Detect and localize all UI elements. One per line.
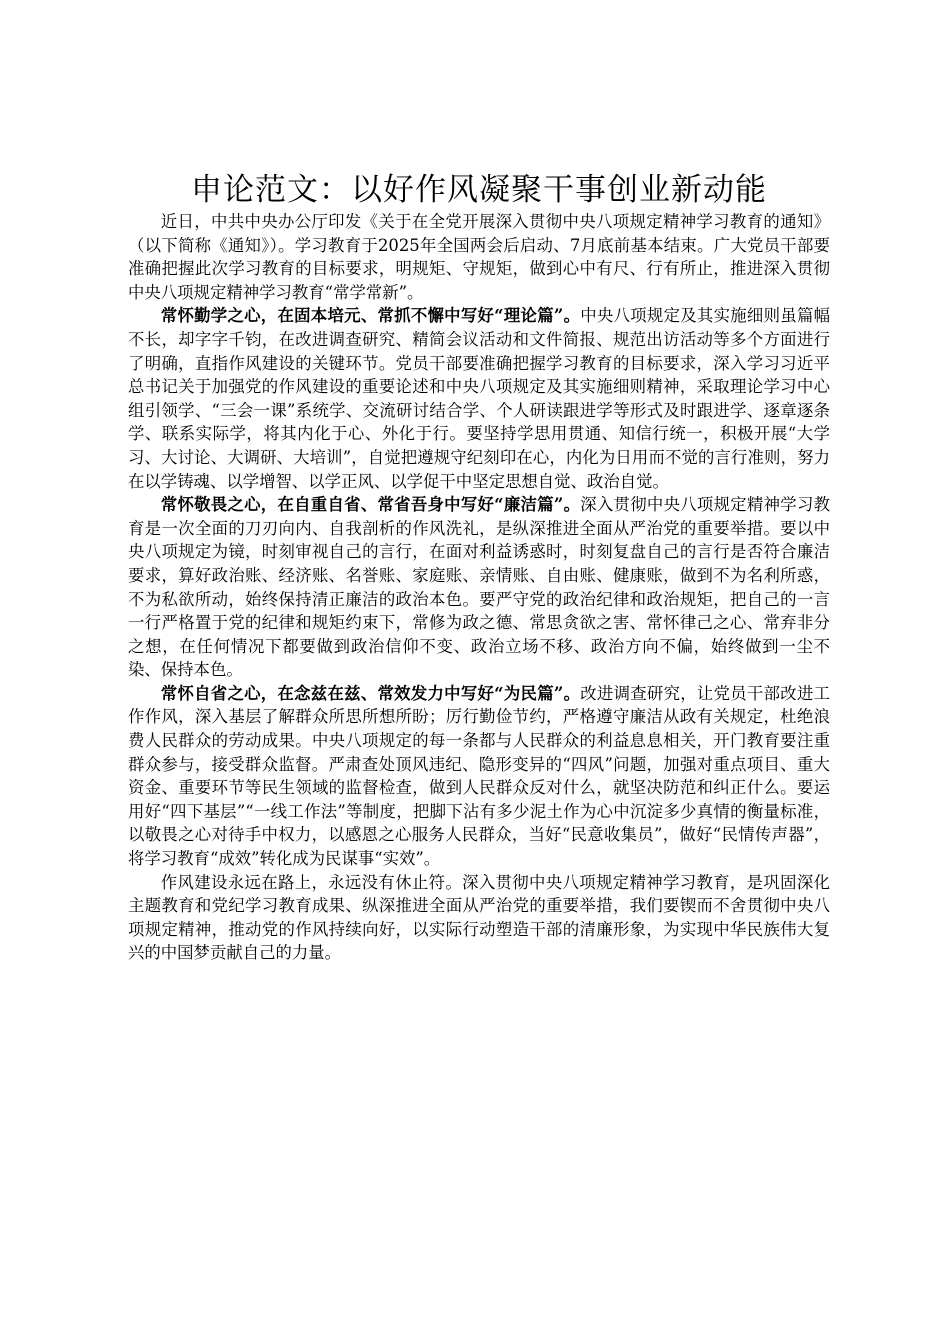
paragraph-theory [128,304,830,493]
paragraph-lead: 常怀勤学之心，在固本培元、常抓不懈中写好“理论篇”。 [160,306,581,326]
paragraph-text: 近日，中共中央办公厅印发《关于在全党开展深入贯彻中央八项规定精神学习教育的通知》（以下简称《通知》）。学习教育于2025年全国两会后启动、7月底前基本结束。广大党员干部要准确把握此次学习教育的目标要求，明规矩、守规矩，做到心中有尺、行有所止，推进深入贯彻中央八项规定精神学习教育“常学常新”。 [128,212,830,302]
paragraph-text: 深入贯彻中央八项规定精神学习教育是一次全面的刀刃向内、自我剖析的作风洗礼，是纵深推进全面从严治党的重要举措。要以中央八项规定为镜，时刻审视自己的言行，在面对利益诱惑时，时刻复盘自己的言行是否符合廉洁要求，算好政治账、经济账、名誉账、家庭账、亲情账、自由账、健康账，做到不为名利所惑，不为私欲所动，始终保持清正廉洁的政治本色。要严守党的政治纪律和政治规矩，把自己的一言一行严格置于党的纪律和规矩约束下，常修为政之德、常思贪欲之害、常怀律己之心、常弃非分之想，在任何情况下都要做到政治信仰不变、政治立场不移、政治方向不偏，始终做到一尘不染、保持本色。 [128,495,830,680]
paragraph-lead: 常怀自省之心，在念兹在兹、常效发力中写好“为民篇”。 [160,683,581,703]
paragraph-text: 中央八项规定及其实施细则虽篇幅不长，却字字千钧，在改进调查研究、精简会议活动和文件简报、规范出访活动等多个方面进行了明确，直指作风建设的关键环节。党员干部要准确把握学习教育的目标要求，深入学习习近平总书记关于加强党的作风建设的重要论述和中央八项规定及其实施细则精神，采取理论学习中心组引领学、“三会一课”系统学、交流研讨结合学、个人研读跟进学等形式及时跟进学、逐章逐条学、联系实际学，将其内化于心、外化于行。要坚持学思用贯通、知信行统一，积极开展“大学习、大讨论、大调研、大培训”，自觉把遵规守纪刻印在心，内化为日用而不觉的言行准则，努力在以学铸魂、以学增智、以学正风、以学促干中坚定思想自觉、政治自觉。 [128,306,830,491]
document-title: 申论范文：以好作风凝聚干事创业新动能 [191,172,767,208]
paragraph-integrity [128,493,830,682]
paragraph-intro [128,210,830,304]
paragraph-text: 作风建设永远在路上，永远没有休止符。深入贯彻中央八项规定精神学习教育，是巩固深化主题教育和党纪学习教育成果、纵深推进全面从严治党的重要举措，我们要锲而不舍贯彻中央八项规定精神，推动党的作风持续向好，以实际行动塑造干部的清廉形象，为实现中华民族伟大复兴的中国梦贡献自己的力量。 [128,872,830,963]
paragraph-lead: 常怀敬畏之心，在自重自省、常省吾身中写好“廉洁篇”。 [160,495,581,515]
paragraph-people [128,682,830,871]
paragraph-text: 改进调查研究，让党员干部改进工作作风，深入基层了解群众所思所想所盼；厉行勤俭节约，严格遵守廉洁从政有关规定，杜绝浪费人民群众的劳动成果。中央八项规定的每一条都与人民群众的利益息息相关，开门教育要注重群众参与，接受群众监督。严肃查处顶风违纪、隐形变异的“四风”问题，加强对重点项目、重大资金、重要环节等民生领域的监督检查，做到人民群众反对什么，就坚决防范和纠正什么。要运用好“四下基层”“一线工作法”等制度，把脚下沾有多少泥土作为心中沉淀多少真情的衡量标准，以敬畏之心对待手中权力，以感恩之心服务人民群众，当好“民意收集员”，做好“民情传声器”，将学习教育“成效”转化成为民谋事“实效”。 [128,683,830,869]
document-body [128,170,830,965]
paragraph-conclusion [128,871,830,965]
